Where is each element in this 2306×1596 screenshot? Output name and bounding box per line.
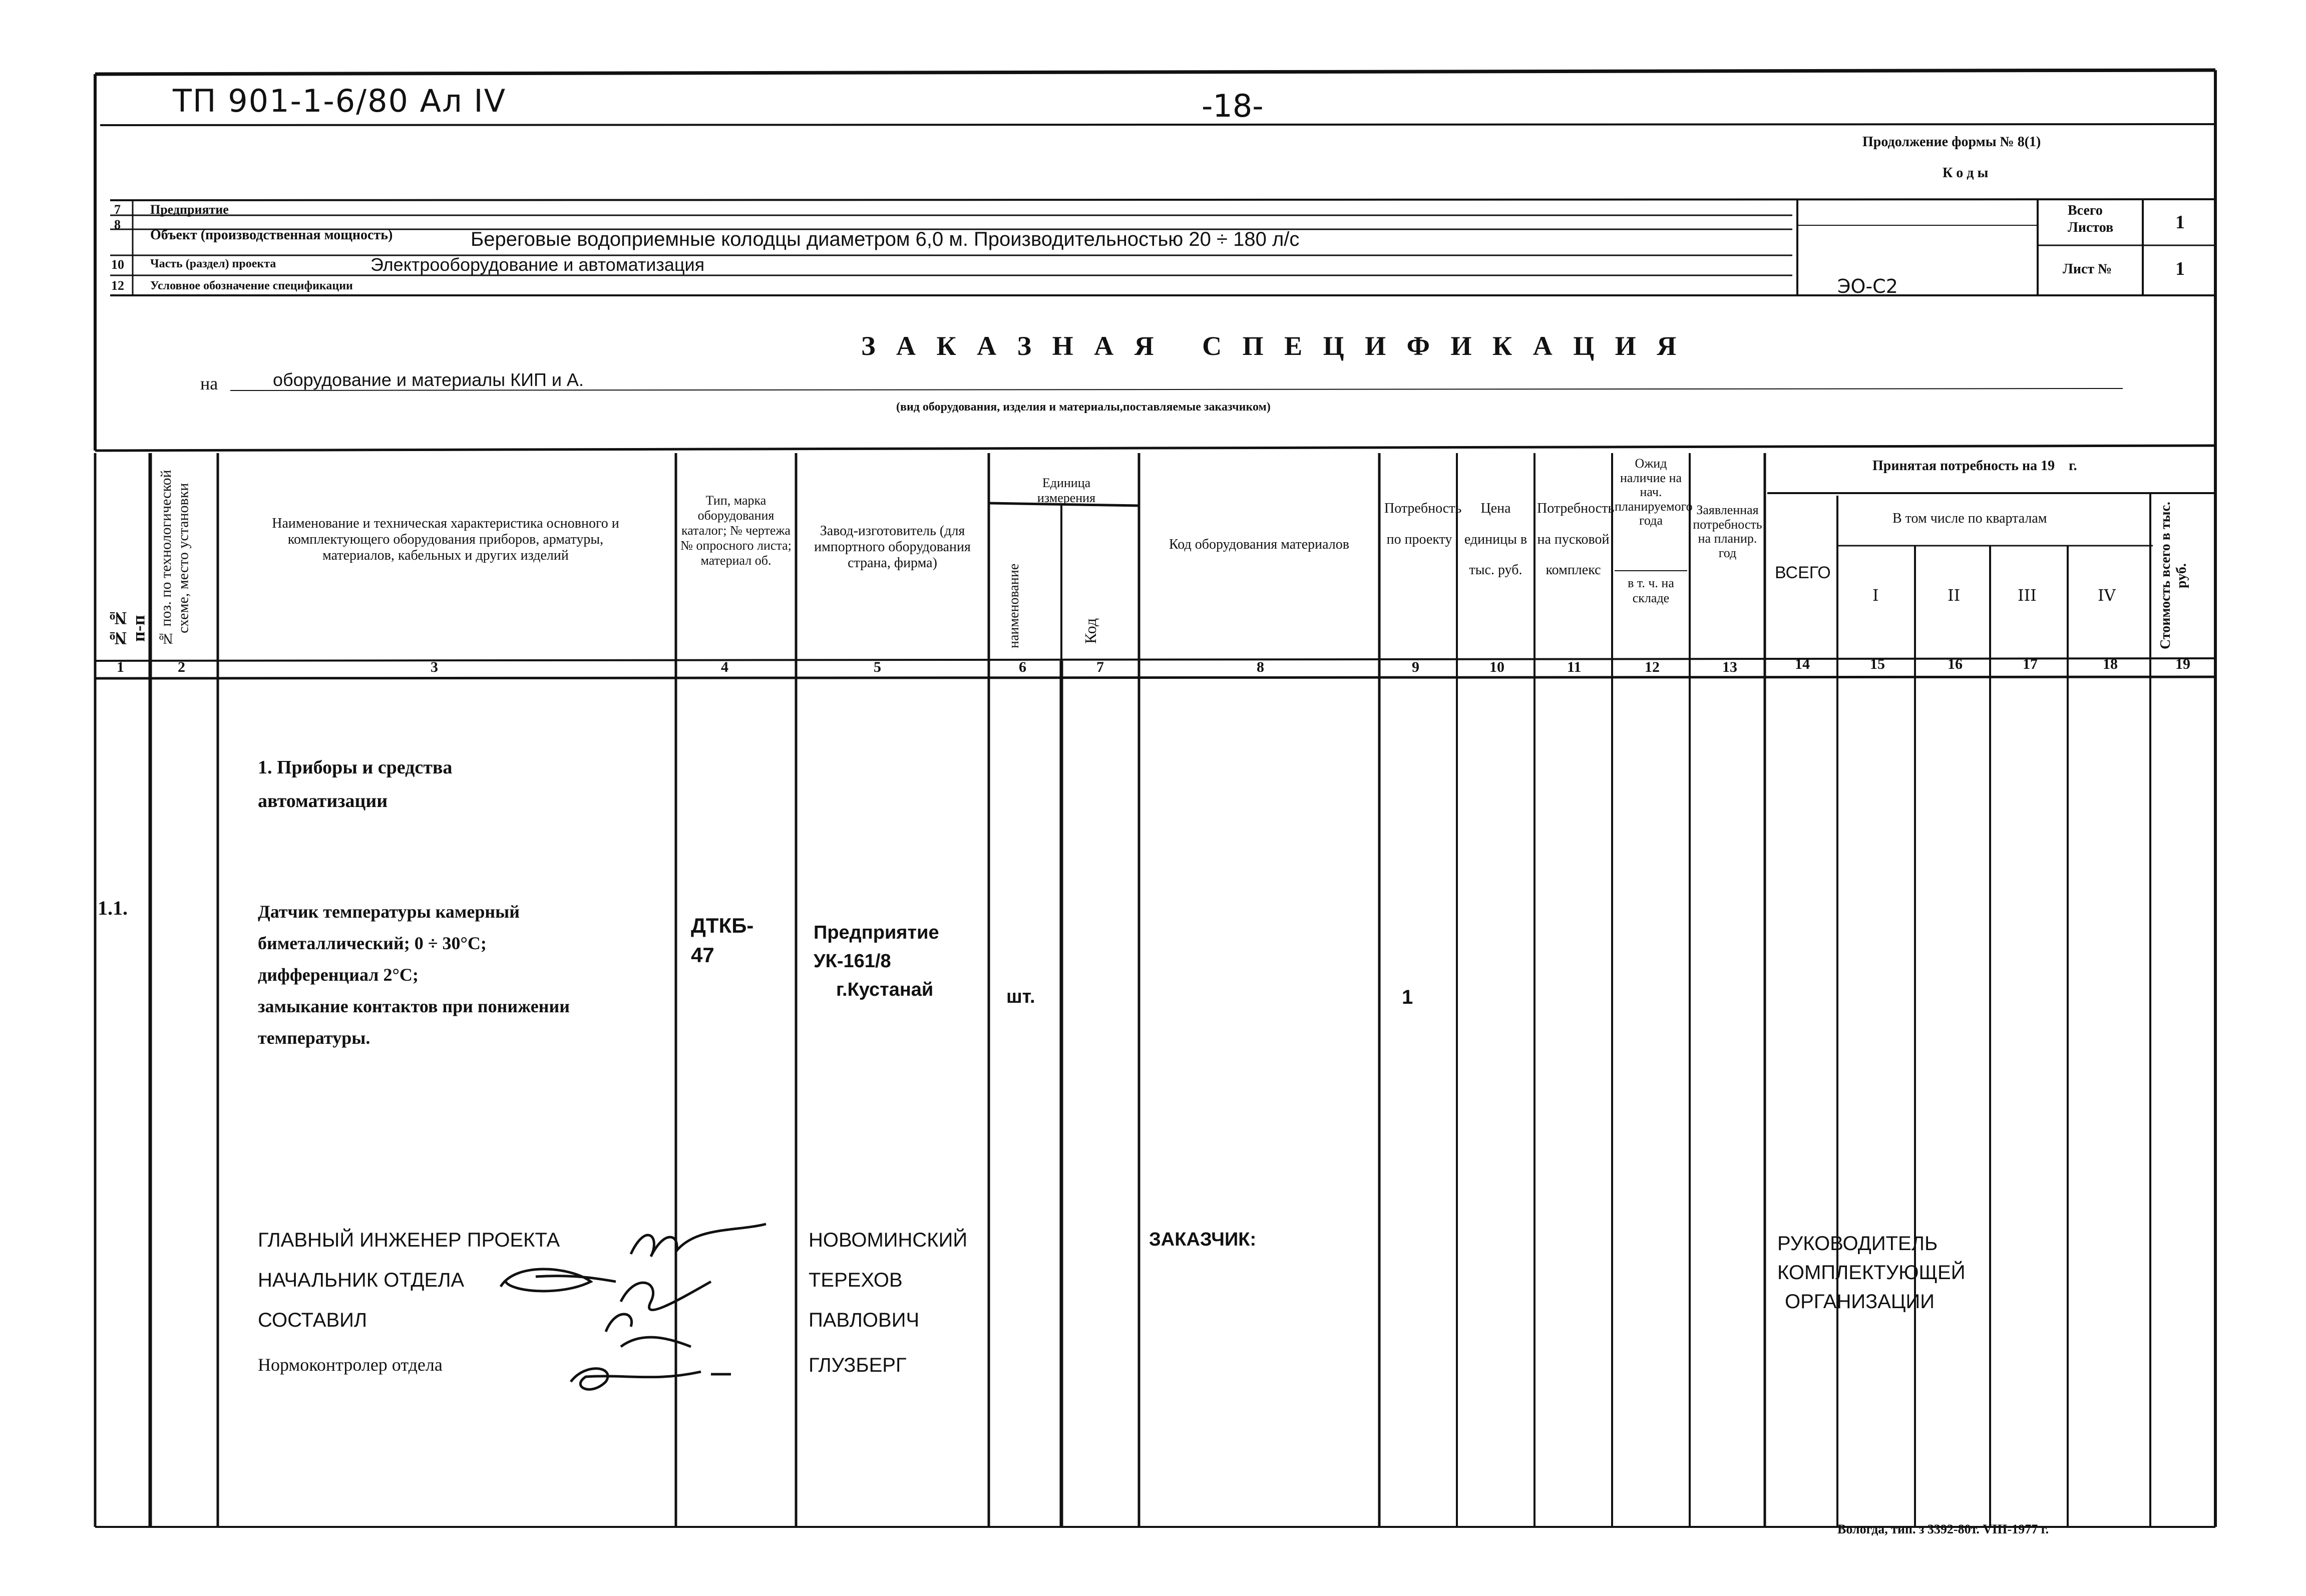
unit-group-header: Единица измерения (1037, 476, 1096, 505)
col-14-header: ВСЕГО (1775, 563, 1831, 582)
form-continuation: Продолжение формы № 8(1) (1862, 134, 2041, 150)
col-3-header: Наименование и техническая характеристика основного и комплектующего оборудования приборов, арматуры, материалов, кабельных и других изделий (272, 516, 619, 564)
col-8-header: Код оборудования материалов (1169, 537, 1349, 552)
col-17-header: III (2018, 586, 2037, 605)
signature-role-chief-engineer: ГЛАВНЫЙ ИНЖЕНЕР ПРОЕКТА (258, 1229, 560, 1251)
na-caption: (вид оборудования, изделия и материалы,поставляемые заказчиком) (896, 401, 1271, 414)
col-2-header: № поз. по технологической схеме, место установки (158, 470, 192, 647)
item-unit: шт. (1006, 986, 1035, 1007)
col-1-header: №№ п-п (108, 608, 149, 648)
info-row-10-value: Электрооборудование и автоматизация (370, 254, 705, 275)
accepted-header: Принятая потребность на 19 г. (1872, 458, 2077, 474)
page-number: -18- (1202, 88, 1264, 124)
colnum-5: 5 (874, 659, 881, 675)
sheet-label: Лист № (2063, 261, 2112, 277)
col-7-header: Код (1081, 618, 1099, 644)
colnum-12: 12 (1645, 659, 1660, 675)
info-row-12-num: 12 (111, 278, 124, 293)
colnum-4: 4 (721, 659, 728, 675)
signature-name-norm-controller: ГЛУЗБЕРГ (809, 1354, 907, 1376)
na-label: на (200, 373, 218, 393)
info-row-12-label: Условное обозначение спецификации (150, 279, 353, 292)
colnum-15: 15 (1870, 656, 1885, 672)
info-row-10-label: Часть (раздел) проекта (150, 257, 276, 270)
item-name-line: дифференциал 2°C; (258, 965, 419, 985)
info-row-8-value: Береговые водоприемные колодцы диаметром 6,0 м. Производительностью 20 ÷ 180 л/с (471, 228, 1300, 250)
supplier-line: ОРГАНИЗАЦИИ (1785, 1291, 1935, 1313)
colnum-10: 10 (1489, 659, 1504, 675)
colnum-1: 1 (117, 659, 124, 675)
col-5-header: Завод-изготовитель (для импортного оборудования страна, фирма) (814, 523, 971, 571)
customer-label: ЗАКАЗЧИК: (1149, 1229, 1257, 1250)
colnum-8: 8 (1257, 659, 1264, 675)
colnum-9: 9 (1412, 659, 1419, 675)
colnum-2: 2 (178, 659, 185, 675)
print-footer: Вологда, тип. з 3392-80т. VIII-1977 г. (1837, 1522, 2049, 1536)
supplier-line: КОМПЛЕКТУЮЩЕЙ (1777, 1262, 1966, 1284)
colnum-3: 3 (431, 659, 438, 675)
colnum-13: 13 (1722, 659, 1737, 675)
col-6-header: наименование (1006, 563, 1022, 648)
colnum-19: 19 (2175, 656, 2190, 672)
colnum-14: 14 (1795, 656, 1810, 672)
sheets-total-label: Всего Листов (2068, 203, 2114, 235)
na-value: оборудование и материалы КИП и А. (273, 369, 584, 390)
signature-name-head-of-department: ТЕРЕХОВ (809, 1269, 903, 1291)
col-4-header: Тип, марка оборудования каталог; № чертежа № опросного листа; материал об. (680, 493, 792, 568)
item-name (258, 896, 578, 1054)
item-maker-line: г.Кустанай (836, 979, 934, 1000)
col-12-header: Ожид наличие на нач. планируемого года (1615, 456, 1693, 528)
info-row-7-label: Предприятие (150, 202, 229, 217)
col-15-header: I (1872, 586, 1879, 605)
info-row-7-num: 7 (114, 202, 121, 217)
col-19-header: Стоимость всего в тыс. руб. (2158, 502, 2190, 650)
item-number: 1.1. (98, 897, 128, 919)
signature-role-norm-controller: Нормоконтролер отдела (258, 1355, 443, 1375)
col-12b-header: в т. ч. на складе (1628, 576, 1674, 605)
colnum-7: 7 (1096, 659, 1104, 675)
item-type-line: ДТКБ- (691, 914, 754, 937)
item-type-line: 47 (691, 943, 714, 967)
item-name-line: биметаллический; 0 ÷ 30°C; (258, 933, 487, 953)
info-row-10-num: 10 (111, 257, 124, 272)
stamp-label: ТП 901-1-6/80 Ал IV (173, 83, 507, 119)
item-maker-line: УК-161/8 (814, 951, 891, 972)
codes-label: К о д ы (1943, 165, 1989, 181)
item-name-line: Датчик температуры камерный (258, 902, 520, 922)
sheets-total: 1 (2175, 212, 2185, 233)
colnum-17: 17 (2023, 656, 2038, 672)
sheet-number: 1 (2175, 258, 2185, 279)
signature-role-compiled-by: СОСТАВИЛ (258, 1309, 367, 1331)
signature-name-chief-engineer: НОВОМИНСКИЙ (809, 1229, 968, 1251)
info-row-8-num: 8 (114, 217, 121, 232)
col-11-header: Потребность на пусковой комплекс (1537, 501, 1615, 578)
colnum-11: 11 (1567, 659, 1582, 675)
item-name-line: замыкание контактов при понижении температуры. (258, 996, 570, 1048)
signature-name-compiled-by: ПАВЛОВИЧ (809, 1309, 920, 1331)
spec-code: ЭО-С2 (1837, 275, 1898, 297)
col-13-header: Заявленная потребность на планир. год (1693, 503, 1762, 560)
col-18-header: IV (2098, 586, 2116, 605)
colnum-18: 18 (2103, 656, 2118, 672)
item-manufacturer (814, 919, 939, 1004)
section-title: 1. Приборы и средства автоматизации (258, 757, 453, 812)
item-quantity: 1 (1402, 986, 1413, 1008)
colnum-16: 16 (1948, 656, 1963, 672)
item-type (691, 911, 753, 970)
document-title: З А К А З Н А Я С П Е Ц И Ф И К А Ц И Я (861, 331, 1684, 361)
signature-role-head-of-department: НАЧАЛЬНИК ОТДЕЛА (258, 1269, 465, 1291)
colnum-6: 6 (1019, 659, 1026, 675)
quarters-header: В том числе по кварталам (1892, 511, 2047, 526)
item-maker-line: Предприятие (814, 922, 939, 943)
col-16-header: II (1948, 586, 1961, 605)
col-9-header: Потребность по проекту (1384, 501, 1462, 547)
info-row-8-label: Объект (производственная мощность) (150, 227, 393, 243)
supplier-organization-head (1777, 1229, 1965, 1316)
supplier-line: РУКОВОДИТЕЛЬ (1777, 1233, 1938, 1255)
col-10-header: Цена единицы в тыс. руб. (1464, 501, 1527, 578)
